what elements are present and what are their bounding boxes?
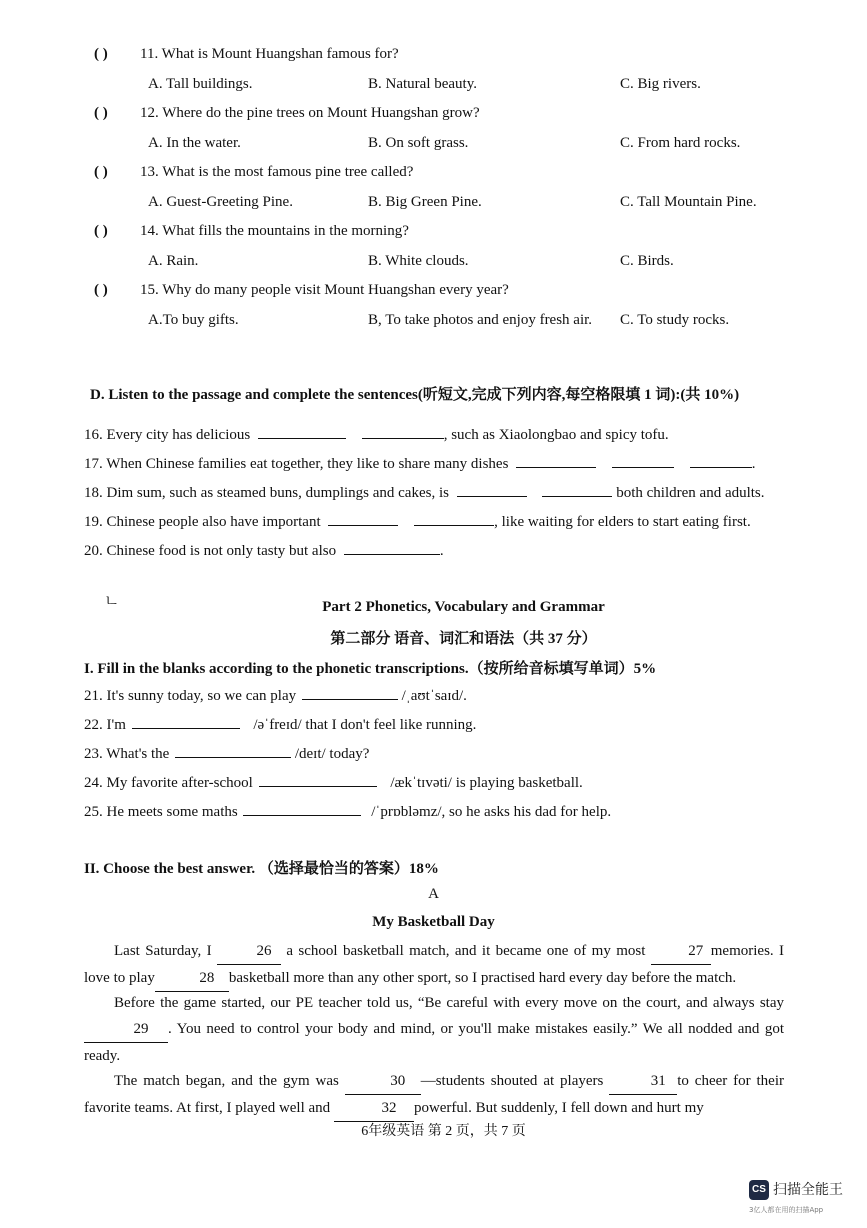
watermark-subtitle: 3亿人都在用的扫描App [749,1206,824,1214]
question-text: 15. Why do many people visit Mount Huangshan every year? [140,282,509,298]
question-text: 12. Where do the pine trees on Mount Huangshan grow? [140,105,480,121]
question-11 [94,46,399,63]
question-16 [84,425,669,444]
passage-text: to cheer for their favorite teams. At first, I played well and [84,1073,784,1116]
answer-blank[interactable] [344,541,440,555]
answer-blank[interactable] [690,454,752,468]
blank-26[interactable]: 26 [217,938,281,965]
answer-blank[interactable] [516,454,596,468]
passage-text: powerful. But suddenly, I fell down and hurt my [413,1100,704,1116]
section-d-heading: D. Listen to the passage and complete the sentences(听短文,完成下列内容,每空格限填 1 词):(共 10%) [90,387,740,403]
answer-blank[interactable] [612,454,674,468]
question-21 [84,686,467,705]
passage-title: My Basketball Day [372,914,495,930]
answer-blank[interactable] [302,686,398,700]
question-16-text: 16. Every city has delicious [84,427,251,443]
passage-letter: A [428,886,439,902]
question-23 [84,744,369,763]
question-20 [84,541,444,560]
option-a[interactable]: A. In the water. [148,135,241,151]
option-b[interactable]: B, To take photos and enjoy fresh air. [368,312,593,328]
answer-paren[interactable]: ( ) [94,164,108,180]
question-12 [94,105,480,122]
passage-text: memories. I love to play [84,943,785,986]
question-21-phonetic: /ˌaʊtˈsaɪd/. [401,688,467,704]
option-b[interactable]: B. On soft grass. [368,135,469,151]
question-19-end: , like waiting for elders to start eating first. [494,514,751,530]
question-17-text: 17. When Chinese families eat together, they like to share many dishes [84,456,509,472]
option-c[interactable]: C. Birds. [620,253,674,269]
option-a[interactable]: A. Rain. [148,253,199,269]
answer-blank[interactable] [414,512,494,526]
blank-29[interactable]: 29 [84,1016,168,1043]
question-23-text: 23. What's the [84,746,170,762]
question-25-text: 25. He meets some maths [84,804,238,820]
answer-paren[interactable]: ( ) [94,105,108,121]
answer-blank[interactable] [258,425,346,439]
question-20-text: 20. Chinese food is not only tasty but also [84,543,337,559]
option-c[interactable]: C. Big rivers. [620,76,701,92]
passage-paragraph-3 [84,1068,784,1122]
passage-text: Last Saturday, I [114,943,212,959]
question-24-phonetic: /ækˈtɪvəti/ is playing basketball. [390,775,583,791]
blank-31[interactable]: 31 [609,1068,677,1095]
question-text: 13. What is the most famous pine tree called? [140,164,414,180]
pen-mark: ㄴ [104,591,120,610]
page-footer: 6年级英语 第 2 页，共 7 页 [361,1124,526,1139]
option-a[interactable]: A. Tall buildings. [148,76,253,92]
answer-paren[interactable]: ( ) [94,282,108,298]
question-21-text: 21. It's sunny today, so we can play [84,688,297,704]
answer-paren[interactable]: ( ) [94,223,108,239]
question-18 [84,483,765,502]
question-18-end: both children and adults. [616,485,765,501]
blank-27[interactable]: 27 [651,938,711,965]
option-a[interactable]: A. Guest-Greeting Pine. [148,194,293,210]
question-text: 14. What fills the mountains in the morning? [140,223,409,239]
answer-blank[interactable] [175,744,291,758]
answer-blank[interactable] [457,483,527,497]
passage-text: basketball more than any other sport, so I practised hard every day before the match. [228,970,737,986]
question-25-phonetic: /ˈprɒbləmz/, so he asks his dad for help. [371,804,612,820]
passage-text: The match began, and the gym was [114,1073,339,1089]
passage-text: Before the game started, our PE teacher told us, “Be careful with every move on the court, and always stay [114,995,784,1011]
question-22-text: 22. I'm [84,717,126,733]
question-17-end: . [751,456,756,472]
question-22-phonetic: /əˈfreɪd/ that I don't feel like running. [253,717,477,733]
part2-title-cn: 第二部分 语音、词汇和语法（共 37 分） [330,631,597,647]
answer-blank[interactable] [243,802,361,816]
part2-title-en: Part 2 Phonetics, Vocabulary and Grammar [322,599,605,615]
option-b[interactable]: B. White clouds. [368,253,469,269]
passage-text: a school basketball match, and it became one of my most [286,943,646,959]
passage-paragraph-2 [84,990,784,1069]
answer-paren[interactable]: ( ) [94,46,108,62]
question-16-end: , such as Xiaolongbao and spicy tofu. [443,427,669,443]
option-b[interactable]: B. Natural beauty. [368,76,477,92]
question-19-text: 19. Chinese people also have important [84,514,321,530]
camscanner-logo-icon: CS [749,1180,769,1200]
section-ii-heading: II. Choose the best answer. （选择最恰当的答案）18% [84,861,439,877]
question-24-text: 24. My favorite after-school [84,775,253,791]
blank-32[interactable]: 32 [334,1095,414,1122]
question-25 [84,802,611,821]
question-text: 11. What is Mount Huangshan famous for? [140,46,399,62]
option-b[interactable]: B. Big Green Pine. [368,194,482,210]
answer-blank[interactable] [259,773,377,787]
answer-blank[interactable] [362,425,444,439]
option-c[interactable]: C. To study rocks. [620,312,730,328]
question-18-text: 18. Dim sum, such as steamed buns, dumplings and cakes, is [84,485,449,501]
option-c[interactable]: C. From hard rocks. [620,135,741,151]
watermark-name: 扫描全能王 [773,1182,843,1198]
option-a[interactable]: A.To buy gifts. [148,312,239,328]
passage-text: . You need to control your body and mind, or you'll make mistakes easily.” We all nodded and got ready. [84,1021,784,1064]
section-i-heading: I. Fill in the blanks according to the phonetic transcriptions.（按所给音标填写单词）5% [84,661,657,677]
passage-paragraph-1 [84,938,784,992]
question-13 [94,164,413,181]
question-24 [84,773,583,792]
blank-28[interactable]: 28 [155,965,229,992]
option-c[interactable]: C. Tall Mountain Pine. [620,194,757,210]
question-23-phonetic: /deɪt/ today? [294,746,370,762]
answer-blank[interactable] [542,483,612,497]
question-15 [94,282,509,299]
question-17 [84,454,755,473]
blank-30[interactable]: 30 [345,1068,421,1095]
answer-blank[interactable] [132,715,240,729]
question-14 [94,223,409,240]
question-19 [84,512,751,531]
question-20-end: . [439,543,444,559]
answer-blank[interactable] [328,512,398,526]
passage-text: —students shouted at players [420,1073,604,1089]
question-22 [84,715,476,734]
